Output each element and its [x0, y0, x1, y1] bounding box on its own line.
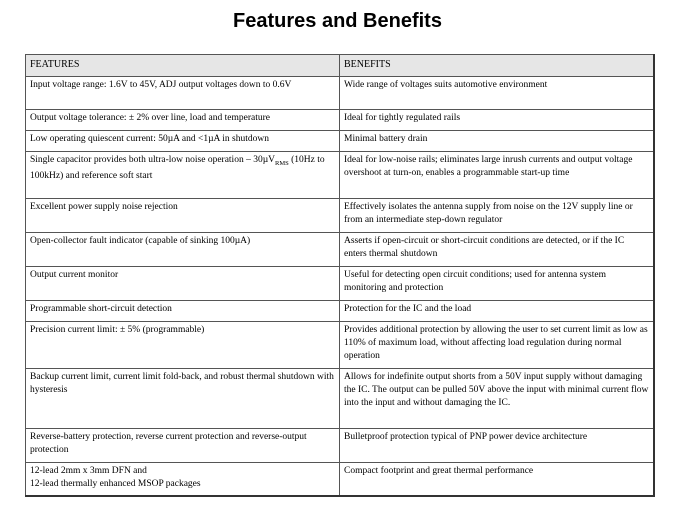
table-row	[26, 233, 654, 267]
benefit-cell: Ideal for low-noise rails; eliminates large inrush currents and output voltage overshoot at turn-on, enables a programmable start-up time	[340, 152, 654, 199]
benefit-cell: Bulletproof protection typical of PNP power device architecture	[340, 429, 654, 463]
feature-cell: Output current monitor	[26, 267, 340, 301]
benefit-cell: Allows for indefinite output shorts from a 50V input supply without damaging the IC. The output can be pulled 50V above the input with minimal current flow into the input and without damaging the IC.	[340, 369, 654, 429]
feature-cell: Output voltage tolerance: ± 2% over line, load and temperature	[26, 110, 340, 131]
feature-cell: Input voltage range: 1.6V to 45V, ADJ output voltages down to 0.6V	[26, 77, 340, 110]
table-row	[26, 267, 654, 301]
benefit-cell: Protection for the IC and the load	[340, 301, 654, 322]
feature-line: 12-lead 2mm x 3mm DFN and	[30, 466, 147, 476]
feature-cell: Excellent power supply noise rejection	[26, 199, 340, 233]
table-row	[26, 429, 654, 463]
benefit-cell: Useful for detecting open circuit conditions; used for antenna system monitoring and protection	[340, 267, 654, 301]
feature-text: Single capacitor provides both ultra-low noise operation – 30µV	[30, 155, 276, 165]
features-column-header: FEATURES	[26, 55, 340, 77]
feature-cell: Programmable short-circuit detection	[26, 301, 340, 322]
rms-subscript: RMS	[275, 159, 289, 167]
benefit-cell: Wide range of voltages suits automotive environment	[340, 77, 654, 110]
feature-line: 12-lead thermally enhanced MSOP packages	[30, 479, 201, 489]
table-row	[26, 463, 654, 496]
feature-cell: Precision current limit: ± 5% (programmable)	[26, 322, 340, 369]
table-row	[26, 199, 654, 233]
table-row	[26, 301, 654, 322]
benefit-cell: Compact footprint and great thermal performance	[340, 463, 654, 496]
benefit-cell: Ideal for tightly regulated rails	[340, 110, 654, 131]
benefits-column-header: BENEFITS	[340, 55, 654, 77]
table-row	[26, 131, 654, 152]
table-row	[26, 77, 654, 110]
benefit-cell: Minimal battery drain	[340, 131, 654, 152]
table-row	[26, 369, 654, 429]
feature-cell: Backup current limit, current limit fold-back, and robust thermal shutdown with hysteresis	[26, 369, 340, 429]
feature-cell	[26, 152, 340, 199]
table-header-row	[26, 55, 654, 77]
benefit-cell: Effectively isolates the antenna supply from noise on the 12V supply line or from an intermediate step-down regulator	[340, 199, 654, 233]
feature-text-continued: (10Hz to 100kHz) and reference soft start	[30, 155, 325, 181]
page-title: Features and Benefits	[233, 10, 442, 32]
feature-cell: Low operating quiescent current: 50µA and <1µA in shutdown	[26, 131, 340, 152]
table-row	[26, 322, 654, 369]
table-row	[26, 110, 654, 131]
feature-cell: Open-collector fault indicator (capable of sinking 100µA)	[26, 233, 340, 267]
benefit-cell: Asserts if open-circuit or short-circuit conditions are detected, or if the IC enters thermal shutdown	[340, 233, 654, 267]
features-benefits-table	[25, 54, 655, 497]
feature-cell	[26, 463, 340, 496]
benefit-cell: Provides additional protection by allowing the user to set current limit as low as 110% of maximum load, without affecting load regulation during normal operation	[340, 322, 654, 369]
feature-cell: Reverse-battery protection, reverse current protection and reverse-output protection	[26, 429, 340, 463]
table-row	[26, 152, 654, 199]
